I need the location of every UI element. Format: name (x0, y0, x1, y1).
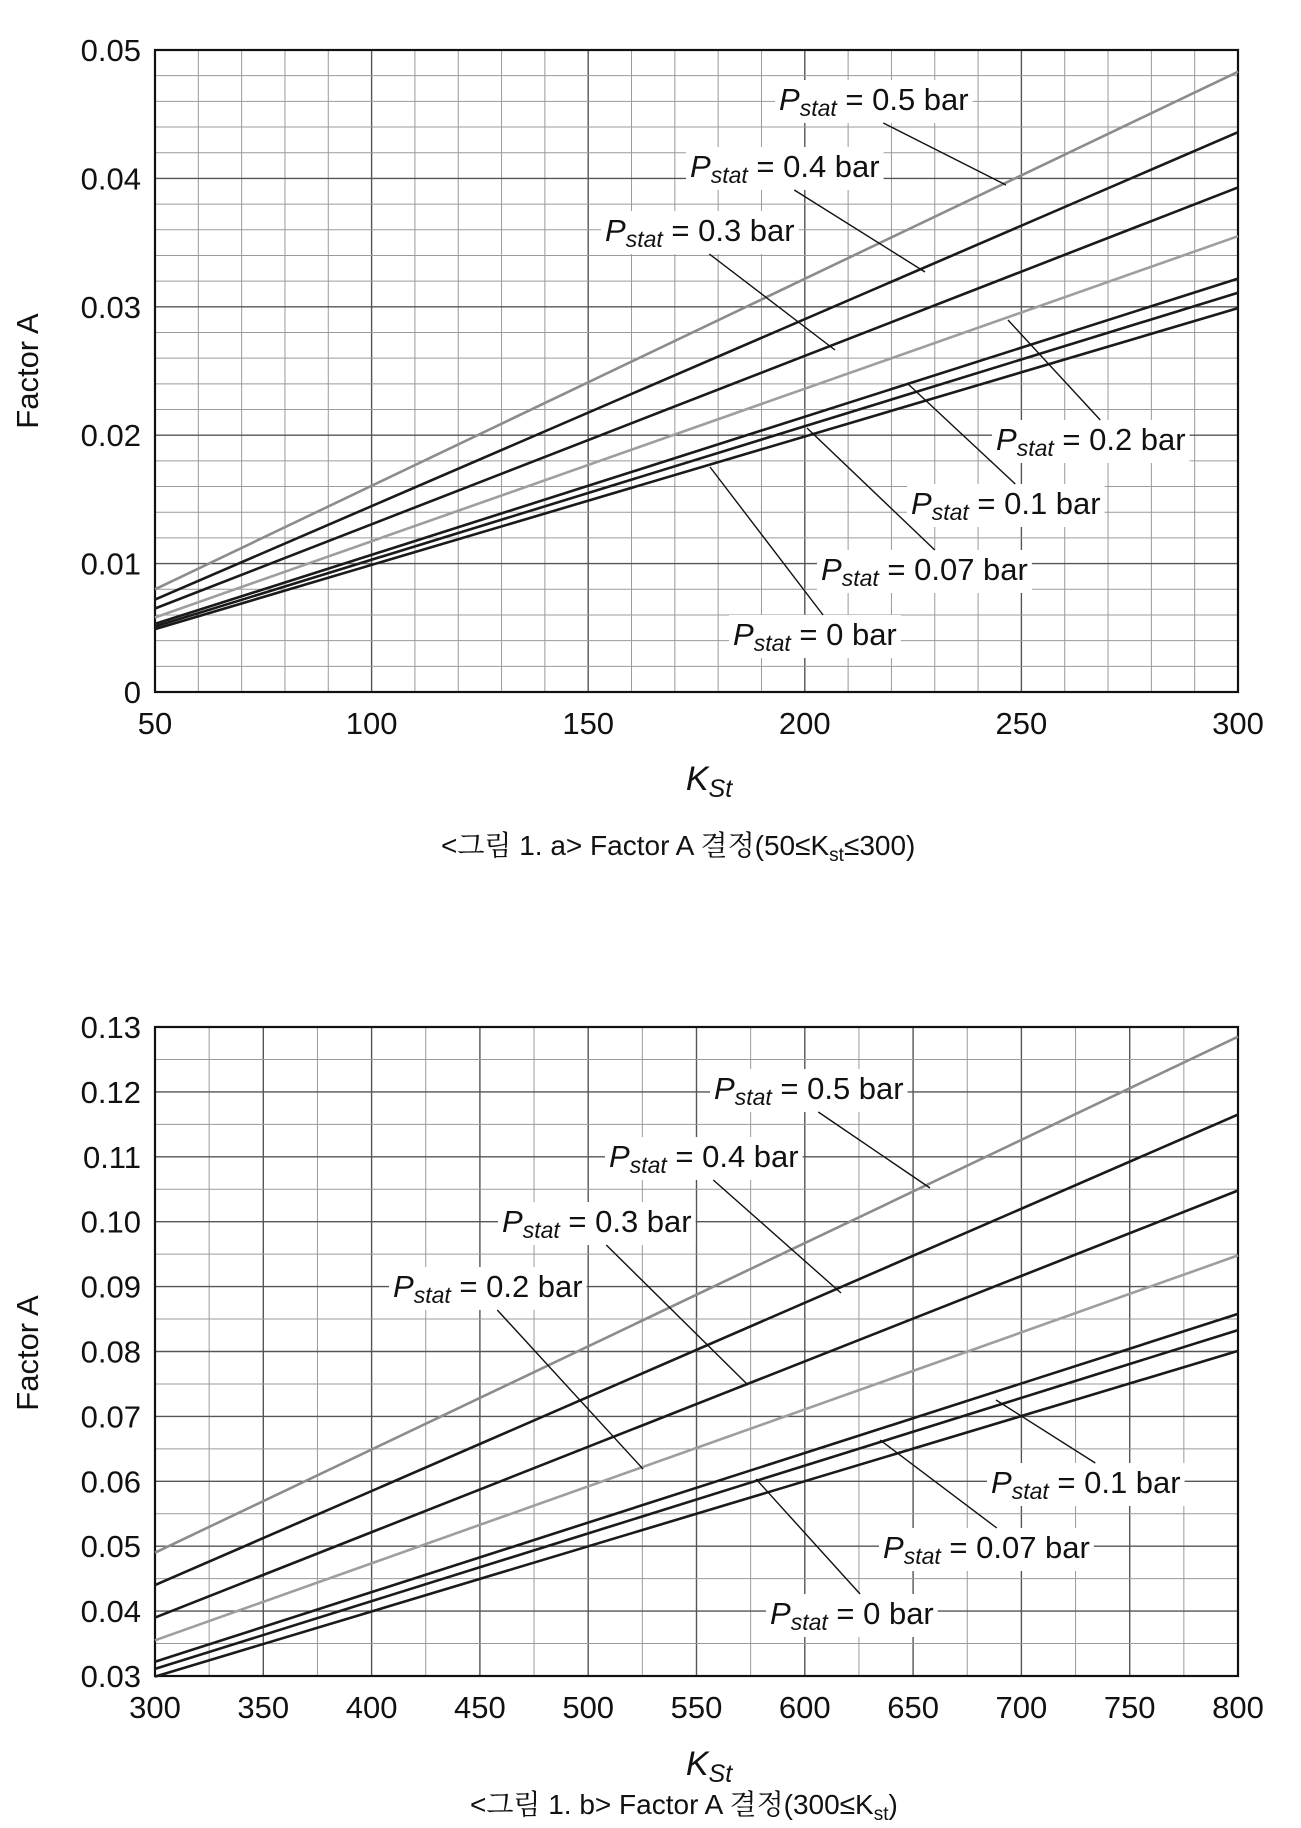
series-label-symbol: P (609, 1139, 630, 1174)
x-tick-label: 750 (1103, 1690, 1156, 1725)
series-label-subscript: stat (1016, 435, 1054, 461)
figure-caption-text-end: ≤300) (843, 830, 916, 861)
y-tick-label: 0.04 (80, 161, 141, 197)
x-tick-label: 450 (454, 1690, 506, 1725)
y-axis-title: Factor A (10, 1295, 45, 1411)
series-label-value: = 0.4 bar (666, 1139, 799, 1174)
series-label-value: = 0 bar (790, 617, 897, 652)
series-label-value: = 0.07 bar (878, 552, 1028, 587)
y-tick-label: 0.05 (80, 1529, 141, 1565)
series-label-subscript: stat (710, 162, 748, 188)
series-label-symbol: P (605, 213, 626, 248)
y-tick-label: 0.07 (80, 1399, 141, 1435)
series-label-value: = 0.3 bar (662, 213, 795, 248)
series-label-value: = 0 bar (827, 1596, 934, 1631)
y-tick-label: 0.06 (80, 1464, 141, 1500)
figure-caption-subscript: st (829, 845, 844, 866)
series-label-symbol: P (690, 149, 711, 184)
chart-factor-a-low-kst (10, 33, 1264, 866)
series-leader-line-3 (497, 1310, 643, 1469)
series-label-symbol: P (883, 1530, 904, 1565)
x-tick-label: 700 (995, 1690, 1048, 1725)
x-axis-title-symbol: K (685, 1745, 709, 1783)
series-label-subscript: stat (753, 630, 791, 656)
series-label-symbol: P (991, 1465, 1012, 1500)
y-tick-label: 0.09 (80, 1269, 141, 1305)
series-label-value: = 0.4 bar (747, 149, 880, 184)
series-label-symbol: P (393, 1269, 414, 1304)
chart-1-grid (155, 1027, 1238, 1676)
x-axis-title (686, 1745, 733, 1788)
series-label-value: = 0.5 bar (836, 82, 969, 117)
x-axis-title-subscript: St (708, 1760, 733, 1788)
y-tick-label: 0.12 (80, 1074, 141, 1110)
x-tick-label: 50 (137, 706, 173, 741)
y-tick-label: 0.04 (80, 1594, 141, 1630)
series-leader-line-0 (883, 123, 1006, 185)
y-axis-title: Factor A (10, 313, 45, 429)
series-line-1 (155, 132, 1238, 599)
series-label-value: = 0.5 bar (771, 1071, 904, 1106)
figure-caption-text-end: ) (888, 1789, 898, 1820)
y-tick-label: 0.05 (80, 33, 141, 68)
series-label-value: = 0.2 bar (1053, 422, 1186, 457)
plot-frame (155, 50, 1238, 692)
series-label-symbol: P (502, 1204, 523, 1239)
series-label-value: = 0.1 bar (1048, 1465, 1181, 1500)
series-leader-line-1 (713, 1180, 841, 1293)
series-label-subscript: stat (841, 565, 879, 591)
series-label-subscript: stat (413, 1282, 451, 1308)
x-tick-label: 500 (562, 1690, 615, 1725)
series-label-subscript: stat (629, 1152, 667, 1178)
y-tick-label: 0.11 (82, 1139, 141, 1175)
y-tick-label: 0.03 (80, 289, 141, 325)
y-tick-label: 0.02 (80, 418, 141, 454)
x-tick-label: 400 (345, 1690, 398, 1725)
series-label-symbol: P (996, 422, 1017, 457)
x-tick-label: 350 (237, 1690, 290, 1725)
series-leader-line-2 (709, 254, 835, 350)
x-tick-label: 150 (562, 706, 615, 741)
series-label-subscript: stat (799, 95, 837, 121)
x-axis-title (686, 760, 733, 803)
y-tick-label: 0 (123, 675, 141, 710)
series-label-subscript: stat (931, 499, 969, 525)
figure-caption (441, 830, 915, 866)
series-label-symbol: P (911, 486, 932, 521)
series-label-subscript: stat (625, 226, 663, 252)
series-label-subscript: stat (790, 1609, 828, 1635)
series-label-value: = 0.1 bar (968, 486, 1101, 521)
figure-caption-subscript: st (873, 1804, 889, 1825)
series-leader-line-5 (880, 1440, 997, 1528)
chart-0-grid (155, 50, 1238, 692)
x-tick-label: 600 (778, 1690, 831, 1725)
figure-caption-text: <그림 1. a> Factor A 결정(50≤K (441, 830, 830, 861)
series-label-symbol: P (733, 617, 754, 652)
series-leader-line-6 (756, 1479, 860, 1594)
series-label-value: = 0.3 bar (559, 1204, 692, 1239)
series-line-6 (155, 308, 1238, 629)
x-tick-label: 550 (670, 1690, 723, 1725)
y-tick-label: 0.03 (80, 1659, 141, 1694)
series-label-symbol: P (821, 552, 842, 587)
series-leader-line-6 (710, 467, 823, 615)
x-axis-title-symbol: K (685, 760, 709, 798)
y-tick-label: 0.10 (80, 1204, 141, 1240)
x-tick-label: 300 (129, 1690, 181, 1725)
series-label-subscript: stat (734, 1084, 772, 1110)
y-tick-label: 0.13 (80, 1010, 141, 1045)
series-label-value: = 0.2 bar (450, 1269, 583, 1304)
y-tick-label: 0.01 (80, 546, 141, 582)
series-label-subscript: stat (903, 1543, 941, 1569)
series-label-symbol: P (714, 1071, 735, 1106)
x-tick-label: 650 (887, 1690, 939, 1725)
chart-factor-a-high-kst (10, 1010, 1264, 1825)
series-leader-line-2 (606, 1245, 748, 1385)
x-axis-title-subscript: St (708, 775, 733, 803)
series-label-subscript: stat (522, 1217, 560, 1243)
figure-caption (470, 1789, 898, 1825)
x-tick-label: 800 (1212, 1690, 1264, 1725)
y-tick-label: 0.08 (80, 1334, 141, 1370)
x-tick-label: 300 (1212, 706, 1264, 741)
series-label-subscript: stat (1011, 1478, 1049, 1504)
x-tick-label: 250 (995, 706, 1048, 741)
x-tick-label: 200 (778, 706, 831, 741)
series-label-symbol: P (770, 1596, 791, 1631)
figure-caption-text: <그림 1. b> Factor A 결정(300≤K (470, 1789, 874, 1820)
series-label-symbol: P (779, 82, 800, 117)
x-tick-label: 100 (345, 706, 398, 741)
series-label-value: = 0.07 bar (940, 1530, 1090, 1565)
